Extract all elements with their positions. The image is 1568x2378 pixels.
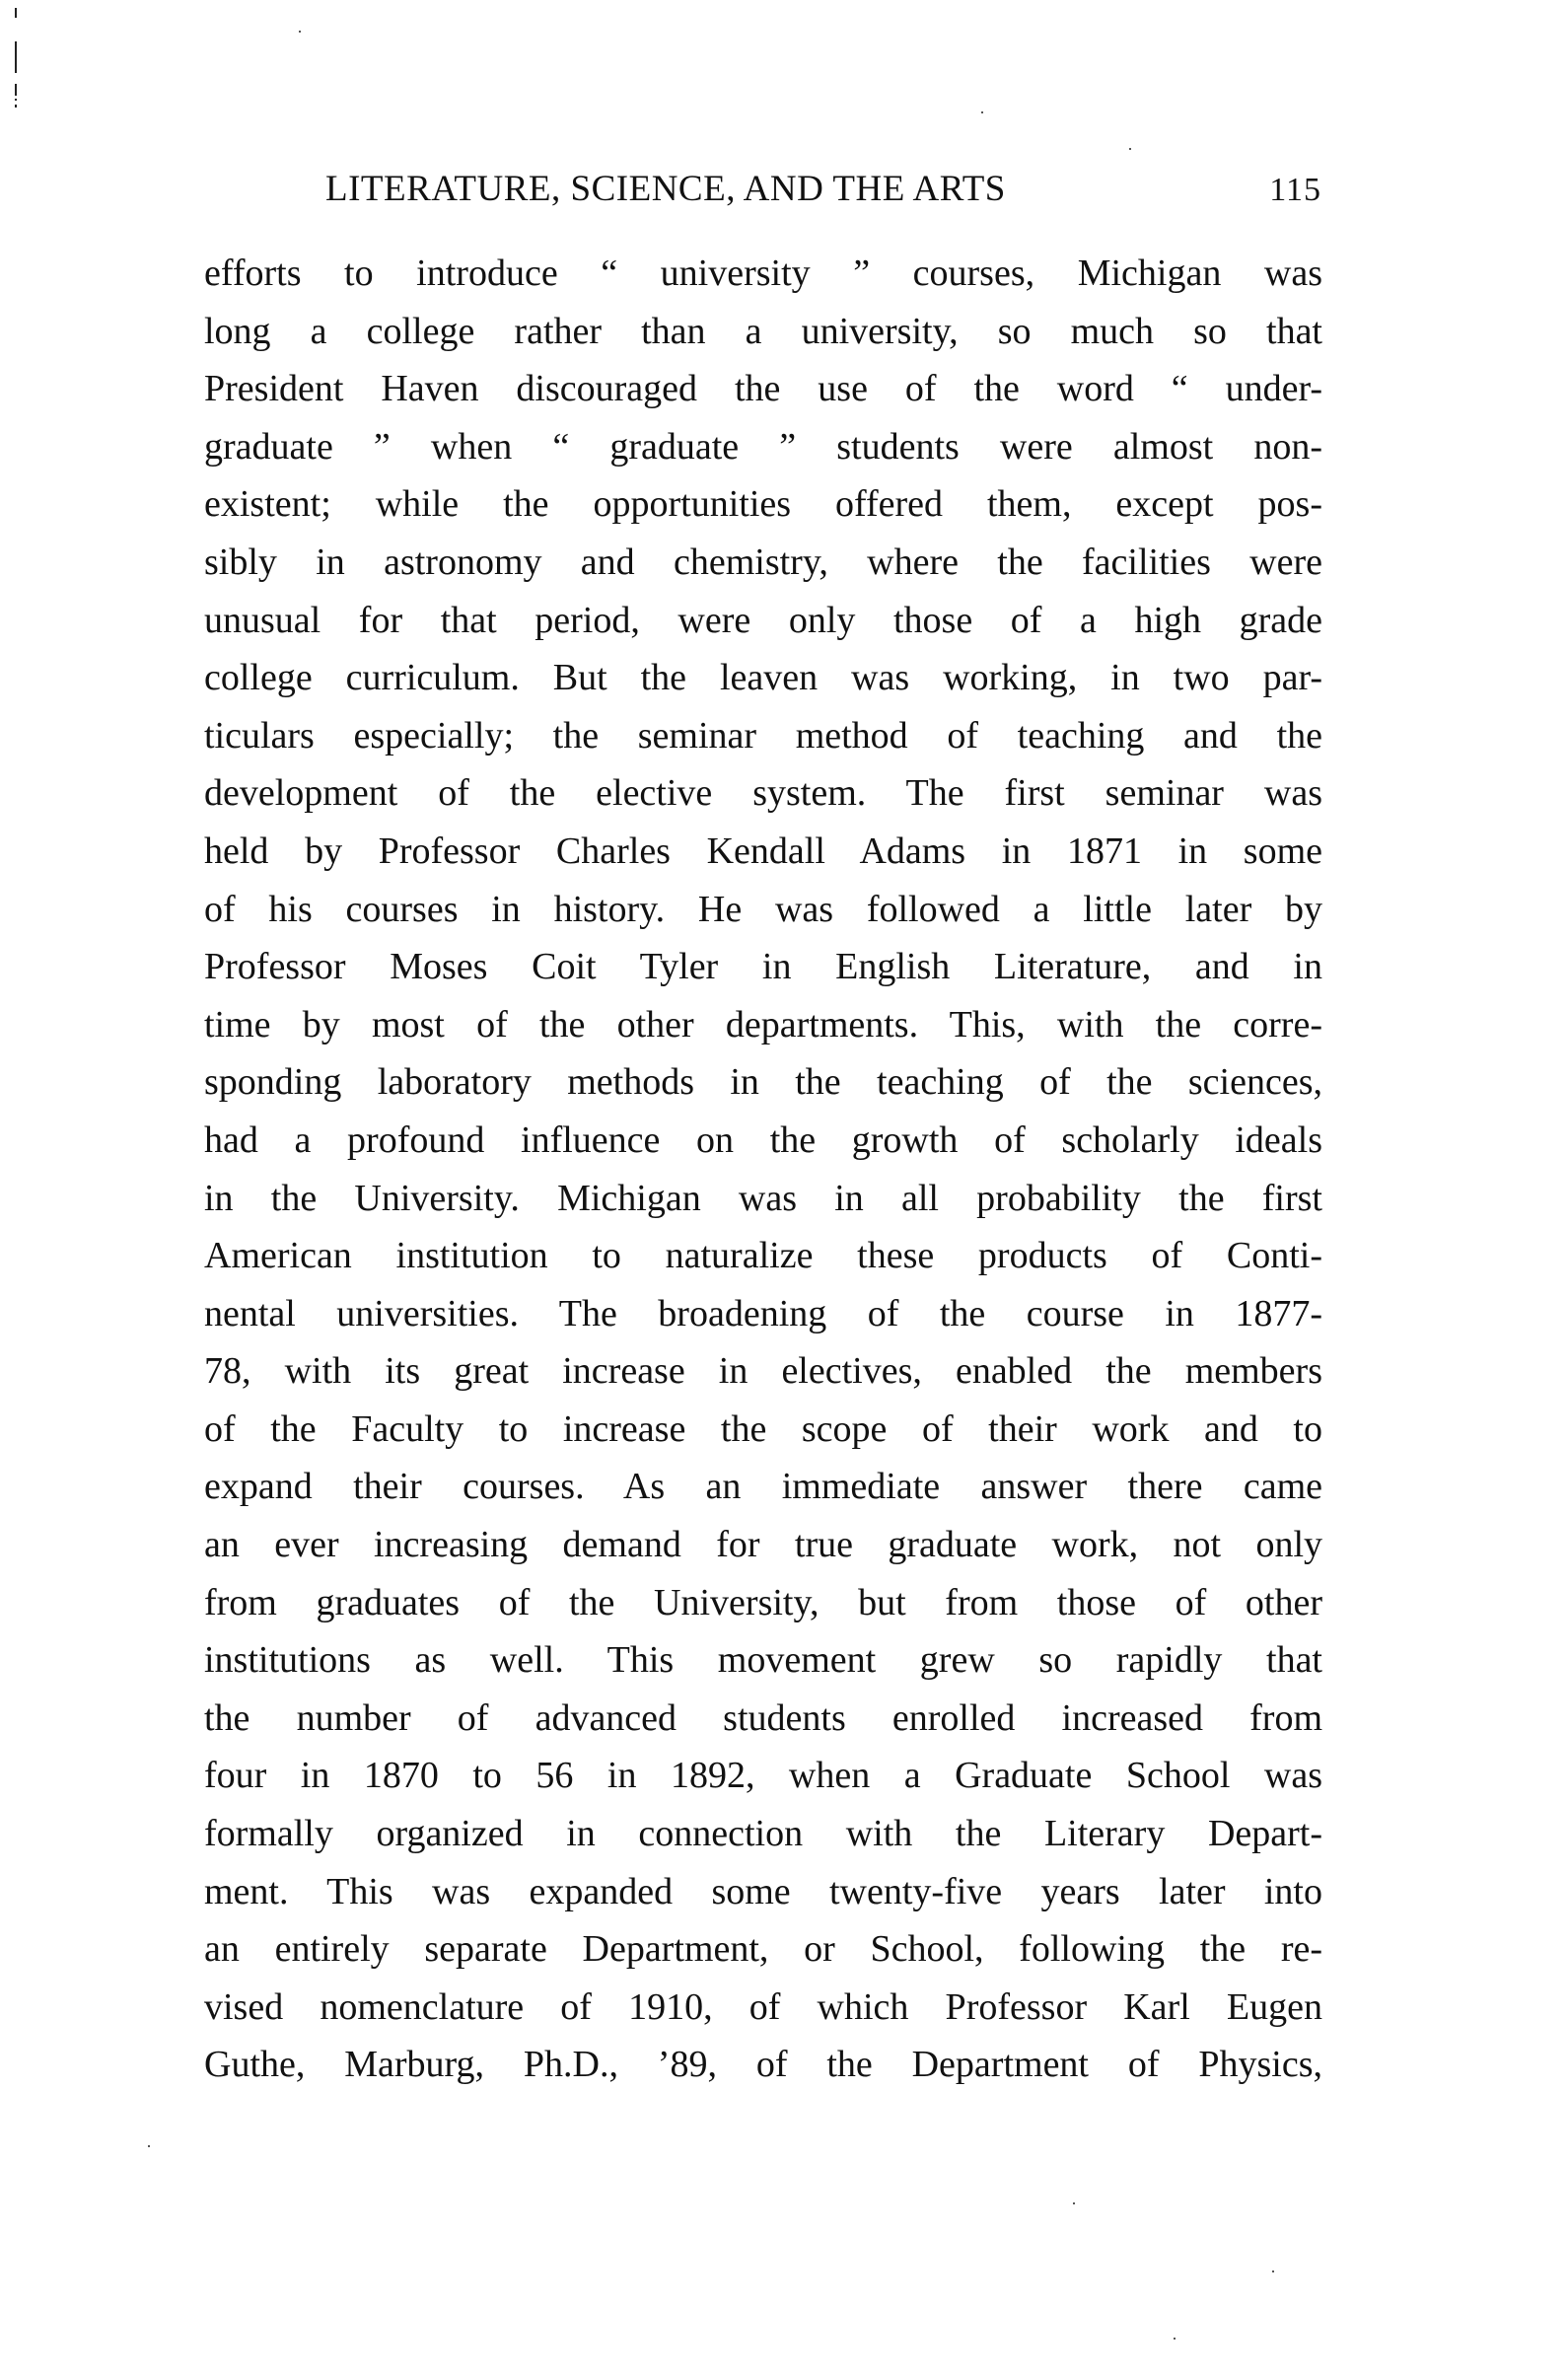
scan-margin-mark [15,8,17,18]
page-number: 115 [1269,172,1321,208]
scan-speck [1073,2202,1075,2204]
text-line: had a profound influence on the growth of scholarly ideals [204,1118,1322,1161]
scan-speck [1272,2270,1274,2272]
text-line: vised nomenclature of 1910, of which Professor Karl Eugen [204,1985,1322,2028]
text-line: an entirely separate Department, or School, following the re- [204,1928,1322,1971]
scan-speck [1174,2338,1176,2340]
body-text [204,245,1322,2094]
text-line: of his courses in history. He was followed a little later by [204,888,1322,930]
text-line: in the University. Michigan was in all probability the first [204,1177,1322,1219]
text-line: an ever increasing demand for true graduate work, not only [204,1524,1322,1566]
scan-speck [981,111,983,113]
scan-margin-mark [15,99,17,101]
text-line: unusual for that period, were only those of a high grade [204,599,1322,641]
text-line: the number of advanced students enrolled increased from [204,1696,1322,1739]
text-line: four in 1870 to 56 in 1892, when a Graduate School was [204,1755,1322,1797]
text-line: existent; while the opportunities offered them, except pos- [204,483,1322,526]
text-line: development of the elective system. The first seminar was [204,772,1322,815]
text-line: sponding laboratory methods in the teaching of the sciences, [204,1061,1322,1104]
text-line: of the Faculty to increase the scope of their work and to [204,1407,1322,1450]
running-head [325,168,1321,217]
text-line: expand their courses. As an immediate answer there came [204,1466,1322,1508]
scan-speck [1129,148,1131,150]
text-line: formally organized in connection with the Literary Depart- [204,1813,1322,1855]
scan-margin-mark [15,105,17,108]
scan-speck [148,2145,150,2147]
text-line: institutions as well. This movement grew so rapidly that [204,1639,1322,1682]
text-line: graduate ” when “ graduate ” students were almost non- [204,425,1322,468]
text-line: 78, with its great increase in electives, enabled the members [204,1350,1322,1393]
scan-margin-mark [15,41,17,73]
text-line: efforts to introduce “ university ” courses, Michigan was [204,252,1322,294]
text-line: Guthe, Marburg, Ph.D., ’89, of the Department of Physics, [204,2044,1322,2086]
text-line: nental universities. The broadening of the course in 1877- [204,1292,1322,1334]
text-line: American institution to naturalize these products of Conti- [204,1235,1322,1277]
text-line: President Haven discouraged the use of the word “ under- [204,368,1322,410]
text-line: Professor Moses Coit Tyler in English Literature, and in [204,946,1322,988]
scan-speck [299,31,301,33]
text-line: ticulars especially; the seminar method of teaching and the [204,714,1322,757]
text-line: college curriculum. But the leaven was working, in two par- [204,657,1322,699]
text-line: held by Professor Charles Kendall Adams in 1871 in some [204,829,1322,872]
text-line: sibly in astronomy and chemistry, where the facilities were [204,540,1322,583]
running-title: LITERATURE, SCIENCE, AND THE ARTS [325,169,1006,209]
scan-margin-mark [15,84,17,96]
text-line: time by most of the other departments. This, with the corre- [204,1003,1322,1045]
text-line: long a college rather than a university, so much so that [204,310,1322,352]
text-line: from graduates of the University, but from those of other [204,1581,1322,1623]
text-line: ment. This was expanded some twenty-five years later into [204,1870,1322,1912]
